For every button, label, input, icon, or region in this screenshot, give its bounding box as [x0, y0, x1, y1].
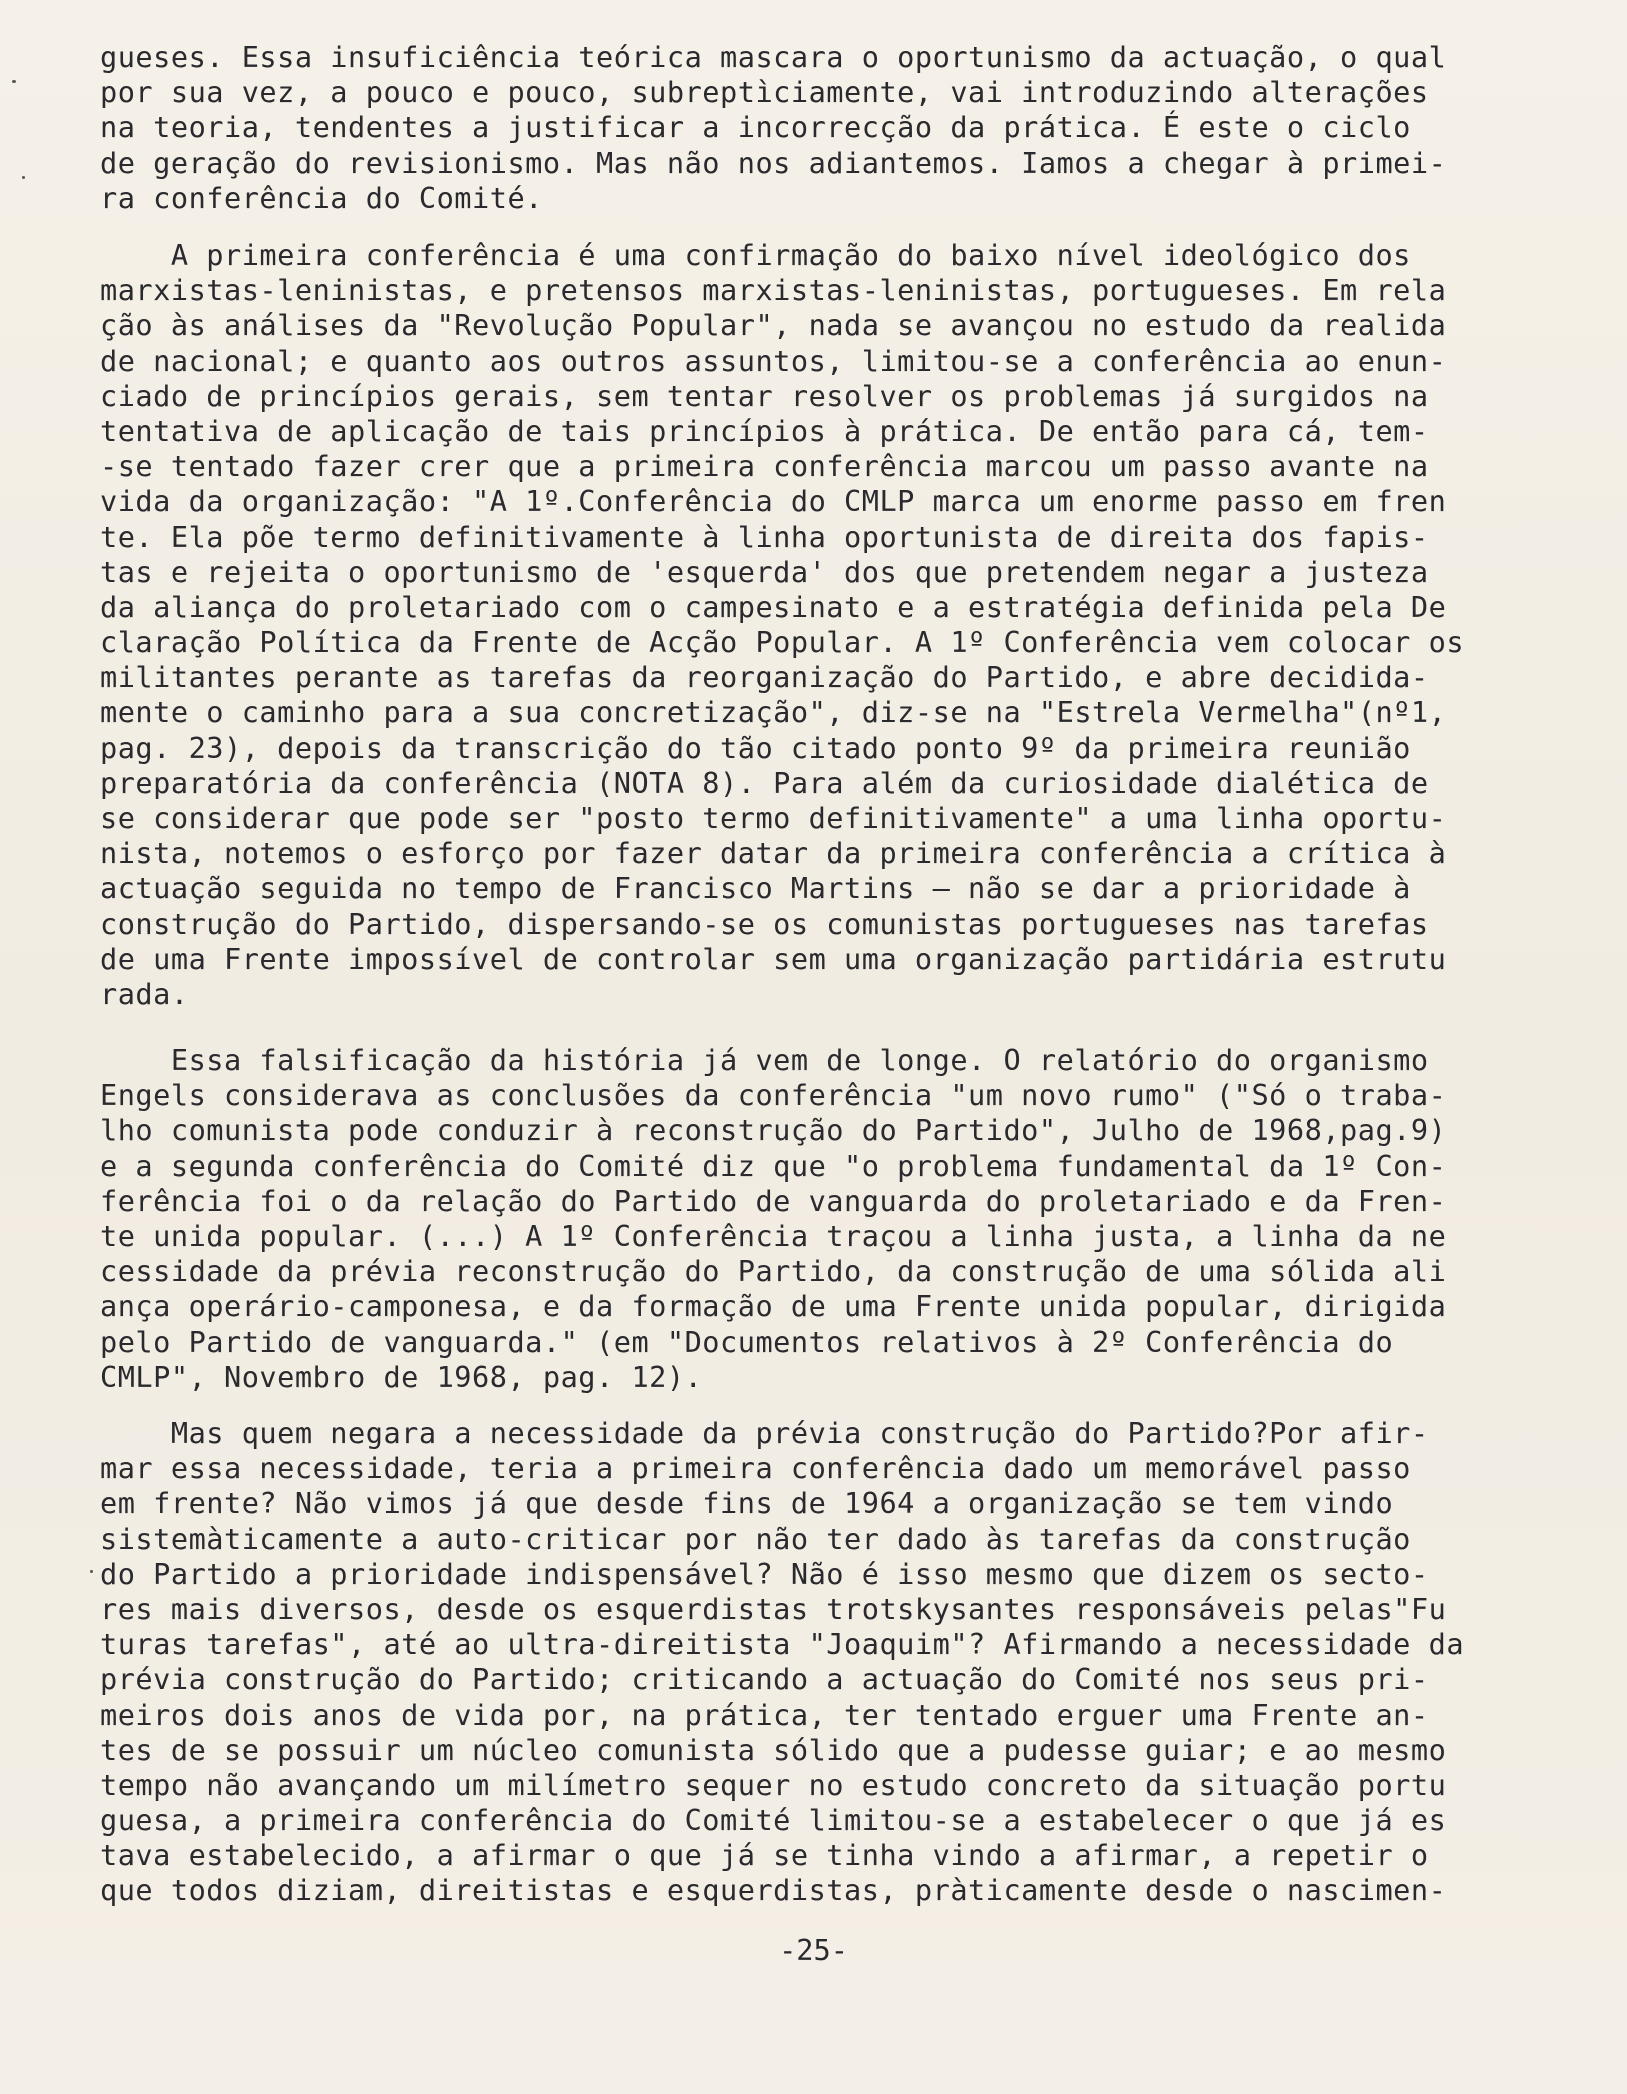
text-line: militantes perante as tarefas da reorganização do Partido, e abre decidida-	[100, 660, 1429, 695]
text-line: ciado de princípios gerais, sem tentar resolver os problemas já surgidos na	[100, 378, 1429, 413]
text-line: pelo Partido de vanguarda." (em "Documentos relativos à 2º Conferência do	[100, 1324, 1394, 1359]
text-line: mar essa necessidade, teria a primeira conferência dado um memorável passo	[100, 1451, 1411, 1486]
text-line: nista, notemos o esforço por fazer datar da primeira conferência a crítica à	[100, 836, 1447, 871]
scan-speck	[12, 80, 16, 83]
text-line: se considerar que pode ser "posto termo definitivamente" a uma linha oportu-	[100, 801, 1447, 835]
text-line: Essa falsificação da história já vem de longe. O relatório do organismo	[100, 1043, 1429, 1077]
text-line: res mais diversos, desde os esquerdistas trotskysantes responsáveis pelas"Fu	[100, 1591, 1447, 1626]
text-line: gueses. Essa insuficiência teórica mascara o oportunismo da actuação, o qual	[100, 40, 1447, 74]
paragraph-4	[100, 1416, 1600, 1909]
text-line: prévia construção do Partido; criticando a actuação do Comité nos seus pri-	[100, 1662, 1429, 1697]
text-line: A primeira conferência é uma confirmação do baixo nível ideológico dos	[100, 238, 1411, 272]
scan-speck	[22, 176, 25, 179]
text-line: de geração do revisionismo. Mas não nos adiantemos. Iamos a chegar à primei-	[100, 145, 1447, 180]
text-line: na teoria, tendentes a justificar a incorrecção da prática. É este o ciclo	[100, 110, 1411, 145]
page-number: -25-	[779, 1933, 848, 1967]
text-line: te unida popular. (...) A 1º Conferência traçou a linha justa, a linha da ne	[100, 1218, 1447, 1253]
text-line: guesa, a primeira conferência do Comité limitou-se a estabelecer o que já es	[100, 1803, 1447, 1838]
text-line: rada.	[100, 976, 189, 1011]
text-line: lho comunista pode conduzir à reconstrução do Partido", Julho de 1968,pag.9)	[100, 1113, 1447, 1148]
text-line: de nacional; e quanto aos outros assuntos, limitou-se a conferência ao enun-	[100, 343, 1447, 378]
text-line: tas e rejeita o oportunismo de 'esquerda' dos que pretendem negar a justeza	[100, 554, 1429, 589]
paragraph-3	[100, 1043, 1600, 1395]
text-line: da aliança do proletariado com o campesinato e a estratégia definida pela De	[100, 589, 1447, 624]
text-line: te. Ela põe termo definitivamente à linha oportunista de direita dos fapis-	[100, 519, 1429, 554]
text-line: de uma Frente impossível de controlar sem uma organização partidária estrutu	[100, 941, 1447, 976]
text-line: marxistas-leninistas, e pretensos marxistas-leninistas, portugueses. Em rela	[100, 273, 1447, 308]
text-line: actuação seguida no tempo de Francisco Martins — não se dar a prioridade à	[100, 871, 1411, 906]
text-line: que todos diziam, direitistas e esquerdistas, pràticamente desde o nascimen-	[100, 1873, 1447, 1908]
text-line: tava estabelecido, a afirmar o que já se tinha vindo a afirmar, a repetir o	[100, 1838, 1429, 1873]
paragraph-2	[100, 238, 1600, 1012]
text-line: mente o caminho para a sua concretização", diz-se na "Estrela Vermelha"(nº1,	[100, 695, 1447, 730]
text-line: Mas quem negara a necessidade da prévia construção do Partido?Por afir-	[100, 1416, 1429, 1450]
text-line: por sua vez, a pouco e pouco, subreptìciamente, vai introduzindo alterações	[100, 75, 1429, 110]
text-line: meiros dois anos de vida por, na prática, ter tentado erguer uma Frente an-	[100, 1697, 1429, 1732]
text-line: Engels considerava as conclusões da conferência "um novo rumo" ("Só o traba-	[100, 1078, 1447, 1113]
text-line: preparatória da conferência (NOTA 8). Para além da curiosidade dialética de	[100, 765, 1429, 800]
text-line: tes de se possuir um núcleo comunista sólido que a pudesse guiar; e ao mesmo	[100, 1732, 1447, 1767]
scan-speck	[90, 1570, 93, 1573]
text-line: ção às análises da "Revolução Popular", nada se avançou no estudo da realida	[100, 308, 1447, 343]
text-line: em frente? Não vimos já que desde fins de 1964 a organização se tem vindo	[100, 1486, 1394, 1521]
text-line: turas tarefas", até ao ultra-direitista "Joaquim"? Afirmando a necessidade da	[100, 1627, 1465, 1662]
text-line: sistemàticamente a auto-criticar por não ter dado às tarefas da construção	[100, 1521, 1411, 1556]
text-line: vida da organização: "A 1º.Conferência do CMLP marca um enorme passo em fren	[100, 484, 1447, 519]
text-line: pag. 23), depois da transcrição do tão citado ponto 9º da primeira reunião	[100, 730, 1411, 765]
text-line: ferência foi o da relação do Partido de vanguarda do proletariado e da Fren-	[100, 1183, 1447, 1218]
text-line: claração Política da Frente de Acção Popular. A 1º Conferência vem colocar os	[100, 625, 1465, 660]
text-line: construção do Partido, dispersando-se os comunistas portugueses nas tarefas	[100, 906, 1429, 941]
text-line: e a segunda conferência do Comité diz que "o problema fundamental da 1º Con-	[100, 1148, 1447, 1183]
text-line: ra conferência do Comité.	[100, 180, 543, 215]
text-line: tentativa de aplicação de tais princípios à prática. De então para cá, tem-	[100, 413, 1429, 448]
paragraph-1	[100, 40, 1600, 216]
text-line: do Partido a prioridade indispensável? Não é isso mesmo que dizem os secto-	[100, 1556, 1429, 1591]
text-line: -se tentado fazer crer que a primeira conferência marcou um passo avante na	[100, 449, 1429, 484]
text-line: CMLP", Novembro de 1968, pag. 12).	[100, 1359, 703, 1394]
text-line: ança operário-camponesa, e da formação de uma Frente unida popular, dirigida	[100, 1289, 1447, 1324]
text-line: cessidade da prévia reconstrução do Partido, da construção de uma sólida ali	[100, 1254, 1447, 1289]
text-line: tempo não avançando um milímetro sequer no estudo concreto da situação portu	[100, 1767, 1447, 1802]
